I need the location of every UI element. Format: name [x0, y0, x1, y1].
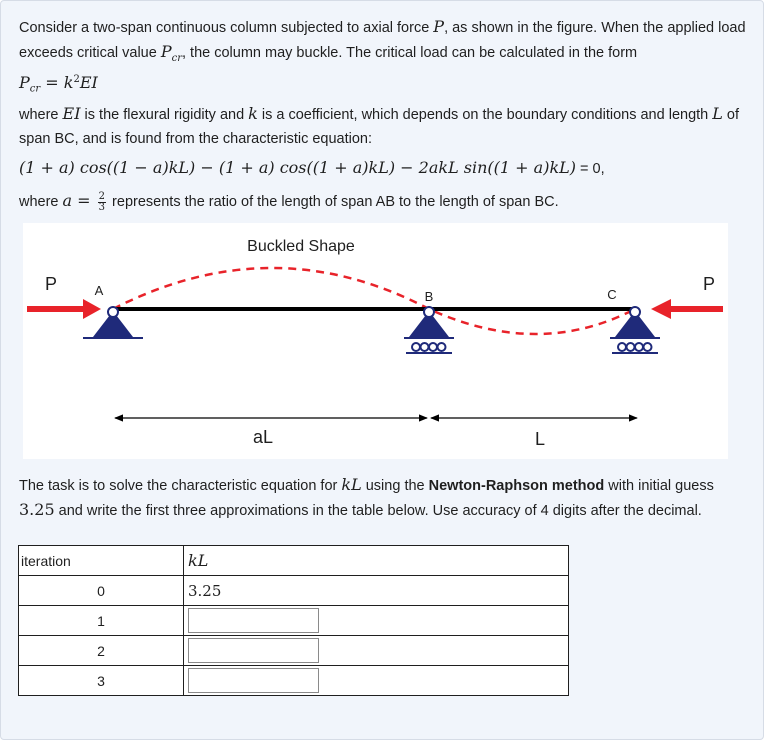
- task-text: and write the first three approximations in the table below. Use accuracy of 4 digits after the decimal.: [54, 503, 702, 519]
- formula-exp: 2: [73, 74, 80, 85]
- figure-title: Buckled Shape: [247, 238, 355, 255]
- ei-symbol: EI: [62, 104, 81, 123]
- pcr-formula: [19, 68, 749, 102]
- buckled-shape-curve: [113, 268, 635, 334]
- table-header-row: [19, 546, 569, 576]
- span-label-bc: L: [534, 429, 546, 449]
- a-symbol: a: [62, 191, 73, 210]
- kl-value-cell: [184, 606, 569, 636]
- kl-symbol: kL: [341, 475, 362, 494]
- answer-input-iteration-1[interactable]: [188, 608, 319, 633]
- pcr-symbol: P: [160, 42, 172, 61]
- intro-text: Consider a two-span continuous column subjected to axial force: [19, 20, 434, 36]
- answer-table: [18, 545, 569, 696]
- task-text: using the: [361, 478, 429, 494]
- iteration-cell: 0: [19, 576, 184, 606]
- force-label-left: P: [44, 274, 58, 294]
- table-row: [19, 636, 569, 666]
- where-text: where: [19, 107, 63, 123]
- force-label-right: P: [702, 274, 716, 294]
- where-paragraph: [19, 102, 749, 151]
- kl-value-cell: [184, 666, 569, 696]
- roller-support-c: [610, 307, 660, 353]
- force-symbol: P: [433, 17, 445, 36]
- where-text: is a coefficient, which depends on the boundary conditions and length: [257, 107, 713, 123]
- intro-paragraph: [19, 15, 749, 71]
- point-label-b: B: [424, 289, 434, 304]
- characteristic-equation: [19, 156, 749, 181]
- formula-eq: =: [40, 72, 64, 92]
- table-row: [19, 606, 569, 636]
- roller-support-b: [404, 307, 454, 353]
- answer-input-iteration-2[interactable]: [188, 638, 319, 663]
- point-label-c: C: [607, 287, 617, 302]
- pcr-subscript: cr: [171, 52, 182, 64]
- figure-svg: [23, 223, 728, 459]
- buckled-shape-figure: [23, 223, 728, 459]
- task-paragraph: [19, 473, 749, 523]
- ratio-text: represents the ratio of the length of span AB to the length of span BC.: [108, 194, 559, 210]
- two-thirds-fraction: [98, 192, 106, 213]
- intro-text: , the column may buckle. The critical load can be calculated in the form: [182, 45, 638, 61]
- point-label-a: A: [94, 283, 104, 298]
- header-iteration: iteration: [19, 546, 184, 576]
- where-text: is the flexural rigidity and: [80, 107, 249, 123]
- fraction-numerator: 2: [98, 190, 106, 202]
- method-name: Newton-Raphson method: [428, 478, 605, 494]
- formula-k: k: [63, 72, 74, 92]
- force-arrowhead-right: [651, 299, 671, 319]
- formula-sub: cr: [29, 83, 41, 95]
- formula-p: P: [19, 72, 30, 92]
- task-text: with initial guess: [604, 478, 714, 494]
- kl-value-cell: [184, 576, 569, 606]
- iteration-cell: 2: [19, 636, 184, 666]
- force-arrowhead-left: [83, 299, 101, 319]
- initial-kl-value: 3.25: [188, 581, 222, 600]
- iteration-cell: 3: [19, 666, 184, 696]
- where-text: of span BC, and is found from the characteristic equation:: [19, 107, 740, 147]
- fraction-denominator: 3: [98, 201, 106, 213]
- answer-input-iteration-3[interactable]: [188, 668, 319, 693]
- equation-tail: = 0,: [576, 161, 605, 177]
- l-symbol: L: [712, 104, 723, 123]
- k-symbol: k: [248, 104, 258, 123]
- task-text: The task is to solve the characteristic equation for: [19, 478, 342, 494]
- iteration-cell: 1: [19, 606, 184, 636]
- kl-value-cell: [184, 636, 569, 666]
- formula-ei: EI: [79, 72, 98, 92]
- header-kl-symbol: kL: [188, 551, 209, 570]
- ratio-paragraph: [19, 189, 749, 214]
- equation-math: (1 + a) cos((1 − a)kL) − (1 + a) cos((1 + a)kL) − 2akL sin((1 + a)kL): [19, 158, 577, 177]
- ratio-text: where: [19, 194, 63, 210]
- table-row: [19, 576, 569, 606]
- table-row: [19, 666, 569, 696]
- intro-text: , as shown in the figure. When the applied load exceeds critical value: [19, 20, 746, 61]
- span-label-ab: aL: [252, 427, 274, 447]
- ratio-eq: =: [72, 191, 96, 210]
- header-kl: [184, 546, 569, 576]
- initial-guess: 3.25: [19, 500, 55, 519]
